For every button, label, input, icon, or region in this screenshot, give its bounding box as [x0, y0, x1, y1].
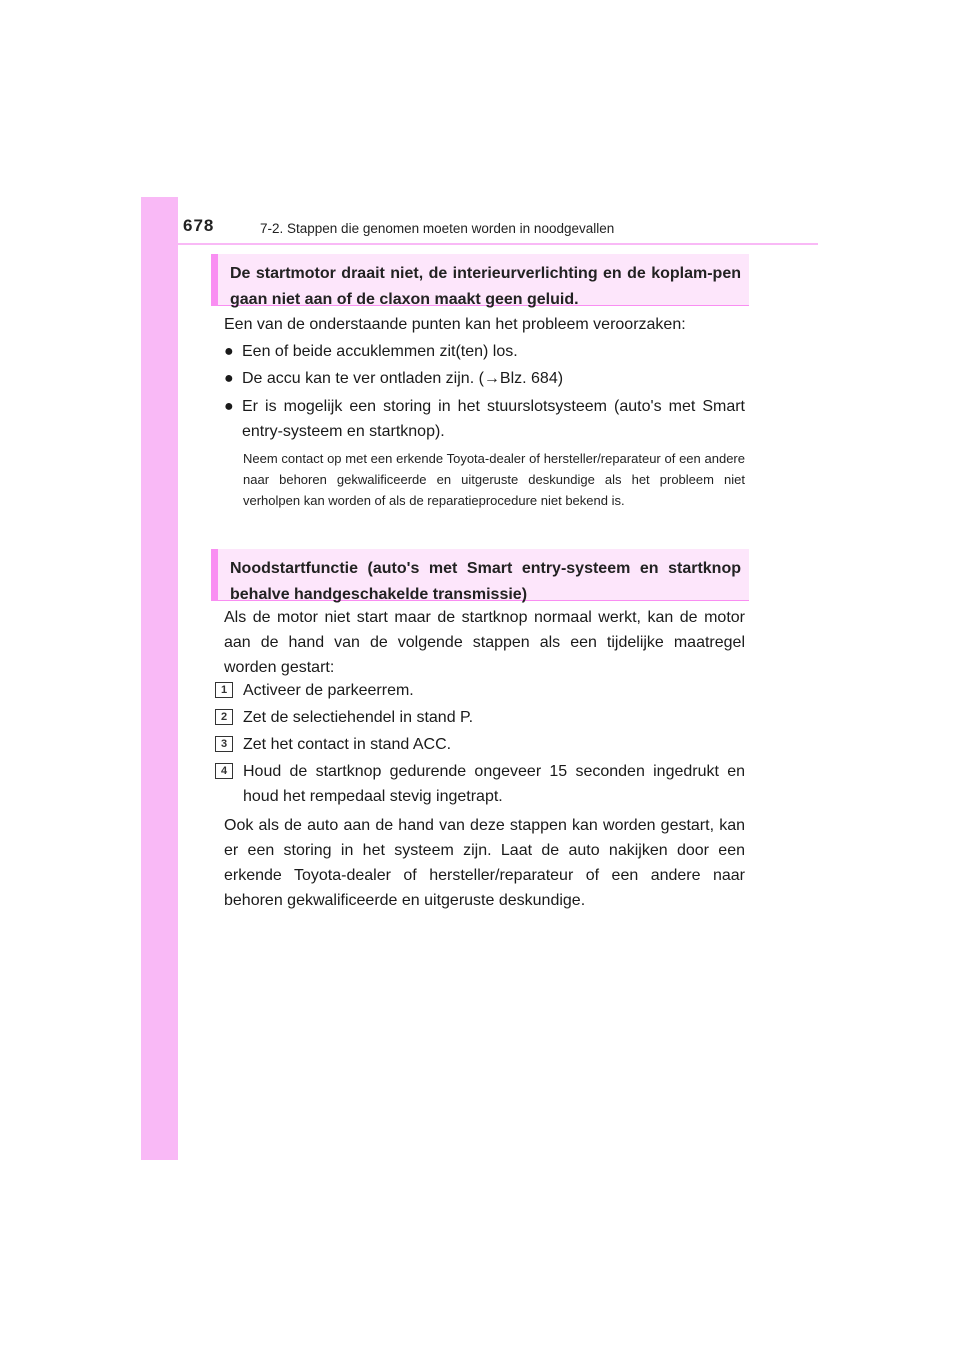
chapter-title: 7-2. Stappen die genomen moeten worden in noodgevallen [260, 221, 615, 236]
step-text: Zet het contact in stand ACC. [243, 736, 452, 753]
bullet-icon: ● [224, 370, 234, 387]
bullet-icon: ● [224, 398, 234, 415]
section1-note: Neem contact op met een erkende Toyota-dealer of hersteller/reparateur of een andere naar behoren gekwalificeerde en uitgeruste deskundige als het probleem niet verholpen kan worden of als de reparatieprocedure niet bekend is. [243, 451, 745, 508]
step-text: Zet de selectiehendel in stand P. [243, 709, 474, 726]
step-text: Activeer de parkeerrem. [243, 682, 414, 699]
section1-intro: Een van de onderstaande punten kan het probleem veroorzaken: [224, 316, 686, 333]
bullet-icon: ● [224, 343, 234, 360]
step-item [215, 732, 745, 757]
section2-closing: Ook als de auto aan de hand van deze stappen kan worden gestart, kan er een storing in het systeem zijn. Laat de auto nakijken door een erkende Toyota-dealer of hersteller/reparateur of een andere naar behoren gekwalificeerde en uitgeruste deskundige. [224, 817, 745, 909]
page-number: 678 [183, 216, 215, 235]
step-number-badge: 1 [215, 682, 233, 698]
step-text: Houd de startknop gedurende ongeveer 15 seconden ingedrukt en houd het rempedaal stevig ingetrapt. [243, 763, 745, 805]
list-item-text: Een of beide accuklemmen zit(ten) los. [242, 343, 518, 360]
step-item [215, 759, 745, 809]
list-item-text: De accu kan te ver ontladen zijn. (→Blz. 684) [242, 370, 564, 387]
list-item [224, 394, 745, 444]
step-number-badge: 4 [215, 763, 233, 779]
section-heading-starter [211, 254, 749, 306]
list-item [224, 339, 745, 364]
step-item [215, 705, 745, 730]
step-number-badge: 3 [215, 736, 233, 752]
side-margin-strip [141, 197, 178, 1160]
step-item [215, 678, 745, 703]
section-heading-text: De startmotor draait niet, de interieurverlichting en de koplam-pen gaan niet aan of de claxon maakt geen geluid. [230, 265, 741, 308]
section2-intro: Als de motor niet start maar de startknop normaal werkt, kan de motor aan de hand van de volgende stappen als een tijdelijke maatregel worden gestart: [224, 609, 745, 676]
header-divider [141, 243, 818, 245]
section-heading-text: Noodstartfunctie (auto's met Smart entry-systeem en startknop behalve handgeschakelde transmissie) [230, 560, 741, 603]
list-item [224, 366, 745, 391]
step-number-badge: 2 [215, 709, 233, 725]
list-item-text: Er is mogelijk een storing in het stuurslotsysteem (auto's met Smart entry-systeem en startknop). [242, 398, 745, 440]
section-heading-emergency-start [211, 549, 749, 601]
